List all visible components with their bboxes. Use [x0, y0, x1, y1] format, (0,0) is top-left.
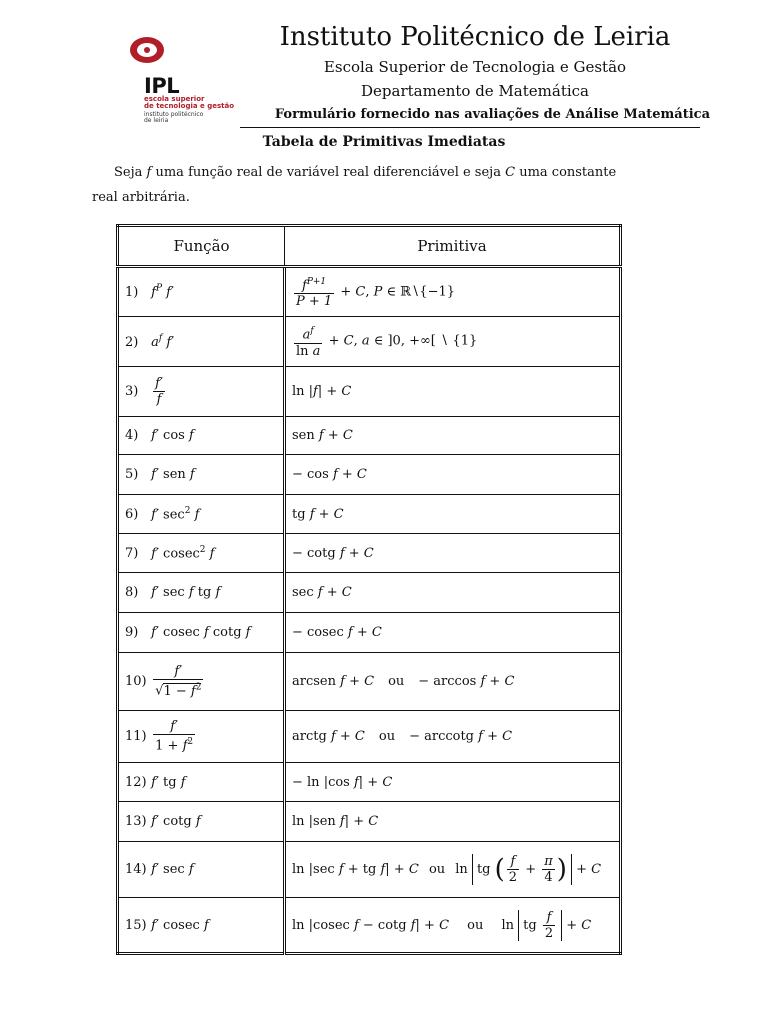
table-row: 1) $f^P$ f′ $\frac{f^{P+1}}{P + 1}$ + C, P ∈ ℝ∖{−1}: [118, 267, 621, 317]
table-row: 4) f′ cos f sen f + C: [118, 417, 621, 455]
table-row: 3) $\frac{f'}{f}$ ln |f| + C: [118, 367, 621, 417]
header-rule: [240, 127, 700, 128]
logo-subtitle-2: instituto politécnico de leiria: [144, 111, 204, 124]
column-header-funcao: Função: [118, 226, 285, 267]
table-row: 12) f′ tg f − ln |cos f| + C: [118, 763, 621, 802]
table-row: 11) $\frac{f'}{1 + f^2}$ arctg f + C ou − arccotg f + C: [118, 711, 621, 763]
table-row: 10) $\frac{f'}{√1 - f^2}$ arcsen f + C ou − arccos f + C: [118, 653, 621, 711]
table-row: 2) $a^f$ f′ $\frac{a^f}{\text{ln a}}$ + C, a ∈ ]0, +∞[ ∖ {1}: [118, 317, 621, 367]
table-row: 8) f′ sec f tg f sec f + C: [118, 573, 621, 613]
table-row: 9) f′ cosec f cotg f − cosec f + C: [118, 613, 621, 653]
column-header-primitiva: Primitiva: [285, 226, 621, 267]
table-row: 7) f′ cosec$^2$ f − cotg f + C: [118, 534, 621, 573]
table-row: 15) f′ cosec f ln |cosec f − cotg f| + C ou ln tg $\frac{f}{2}$ + C: [118, 898, 621, 954]
intro-paragraph: Seja f uma função real de variável real diferenciável e seja C uma constante real arbitrária.: [92, 165, 617, 205]
department-name: Departamento de Matemática: [361, 82, 589, 100]
table-row: 5) f′ sen f − cos f + C: [118, 455, 621, 495]
page-title: Tabela de Primitivas Imediatas: [262, 134, 506, 150]
table-header-row: [118, 226, 621, 267]
ipl-logo: [124, 30, 234, 124]
logo-subtitle: escola superior de tecnologia e gestão: [144, 95, 234, 110]
school-name: Escola Superior de Tecnologia e Gestão: [323, 58, 627, 76]
table-row: 6) f′ $\sec^2 f$ tg f + C: [118, 495, 621, 534]
table-row: 13) f′ cotg f ln |sen f| + C: [118, 802, 621, 842]
table-row: 14) f′ sec f ln |sec f + tg f| + C ou ln tg ( $\frac{f}{2}$ + $\frac{\pi}{4}$ ) + C: [118, 842, 621, 898]
form-note: Formulário fornecido nas avaliações de Análise Matemática: [274, 107, 710, 122]
institution-name: Instituto Politécnico de Leiria: [279, 22, 671, 52]
ipl-logo-mark: [126, 34, 168, 68]
logo-acronym: IPL: [144, 74, 180, 98]
primitives-table: [116, 224, 622, 955]
